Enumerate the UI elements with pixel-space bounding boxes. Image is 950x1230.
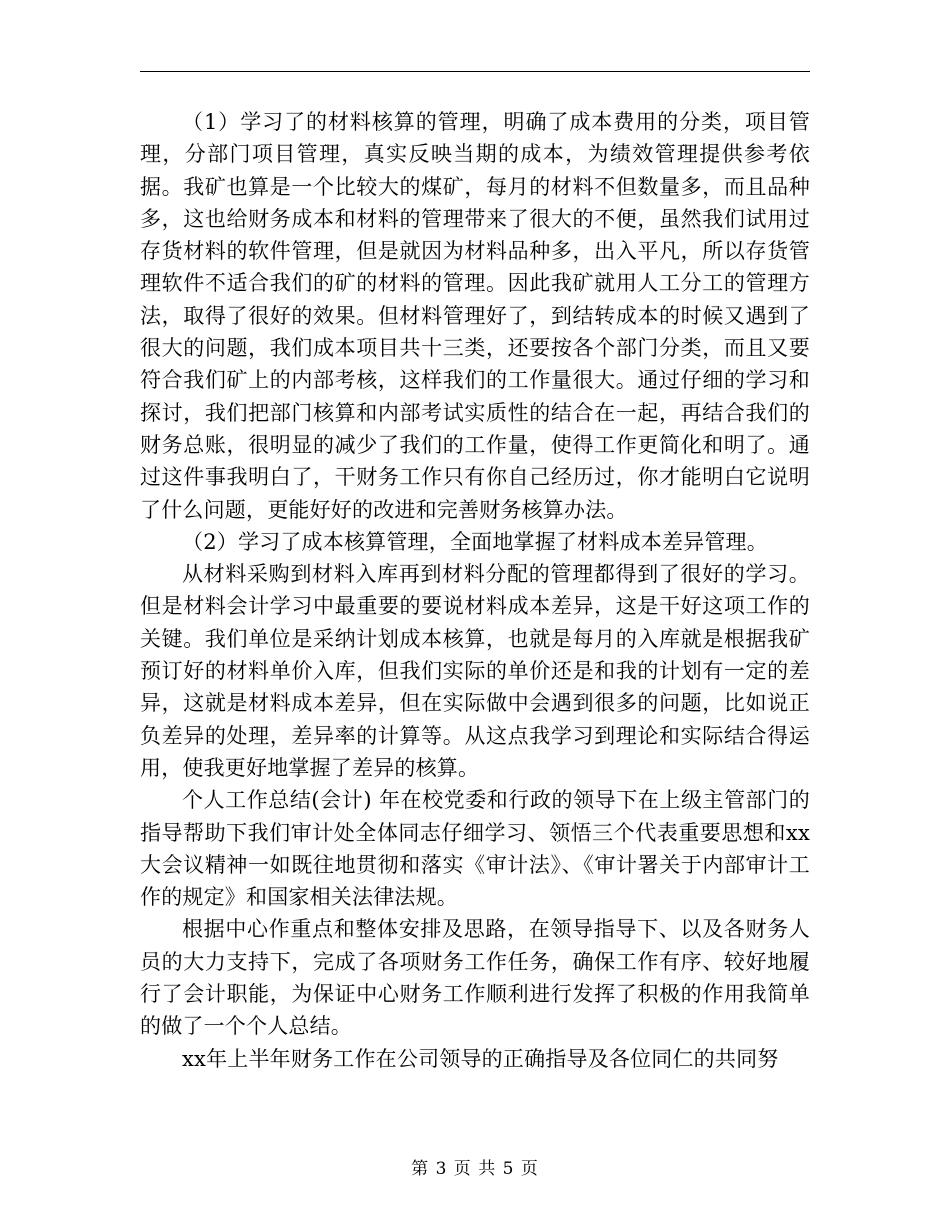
paragraph-material-cost-variance: 从材料采购到材料入库再到材料分配的管理都得到了很好的学习。但是材料会计学习中最重要的要说材料成本差异，这是干好这项工作的关键。我们单位是采纳计划成本核算，也就是每月的入库就是根据我矿预订好的材料单价入库，但我们实际的单价还是和我的计划有一定的差异，这就是材料成本差异，但在实际做中会遇到很多的问题，比如说正负差异的处理，差异率的计算等。从这点我学习到理论和实际结合得运用，使我更好地掌握了差异的核算。	[140, 562, 810, 780]
paragraph-first-half-year: xx年上半年财务工作在公司领导的正确指导及各位同仁的共同努	[182, 1046, 779, 1071]
paragraph-cost-accounting: （2）学习了成本核算管理，全面地掌握了材料成本差异管理。	[182, 529, 768, 554]
document-body	[140, 106, 810, 1075]
paragraph-personal-summary: 个人工作总结(会计) 年在校党委和行政的领导下在上级主管部门的指导帮助下我们审计处全体同志仔细学习、领悟三个代表重要思想和xx大会议精神一如既往地贯彻和落实《审计法》、《审计署关于内部审计工作的规定》和国家相关法律法规。	[140, 788, 810, 910]
page-number-footer: 第 3 页 共 5 页	[411, 1159, 539, 1179]
paragraph-center-priorities: 根据中心作重点和整体安排及思路，在领导指导下、以及各财务人员的大力支持下，完成了各项财务工作任务，确保工作有序、较好地履行了会计职能，为保证中心财务工作顺利进行发挥了积极的作用我简单的做了一个个人总结。	[140, 917, 810, 1039]
paragraph-material-accounting: （1）学习了的材料核算的管理，明确了成本费用的分类，项目管理，分部门项目管理，真实反映当期的成本，为绩效管理提供参考依据。我矿也算是一个比较大的煤矿，每月的材料不但数量多，而且品种多，这也给财务成本和材料的管理带来了很大的不便，虽然我们试用过存货材料的软件管理，但是就因为材料品种多，出入平凡，所以存货管理软件不适合我们的矿的材料的管理。因此我矿就用人工分工的管理方法，取得了很好的效果。但材料管理好了，到结转成本的时候又遇到了很大的问题，我们成本项目共十三类，还要按各个部门分类，而且又要符合我们矿上的内部考核，这样我们的工作量很大。通过仔细的学习和探讨，我们把部门核算和内部考试实质性的结合在一起，再结合我们的财务总账，很明显的减少了我们的工作量，使得工作更简化和明了。通过这件事我明白了，干财务工作只有你自己经历过，你才能明白它说明了什么问题，更能好好的改进和完善财务核算办法。	[140, 110, 810, 522]
header-rule	[140, 71, 810, 72]
